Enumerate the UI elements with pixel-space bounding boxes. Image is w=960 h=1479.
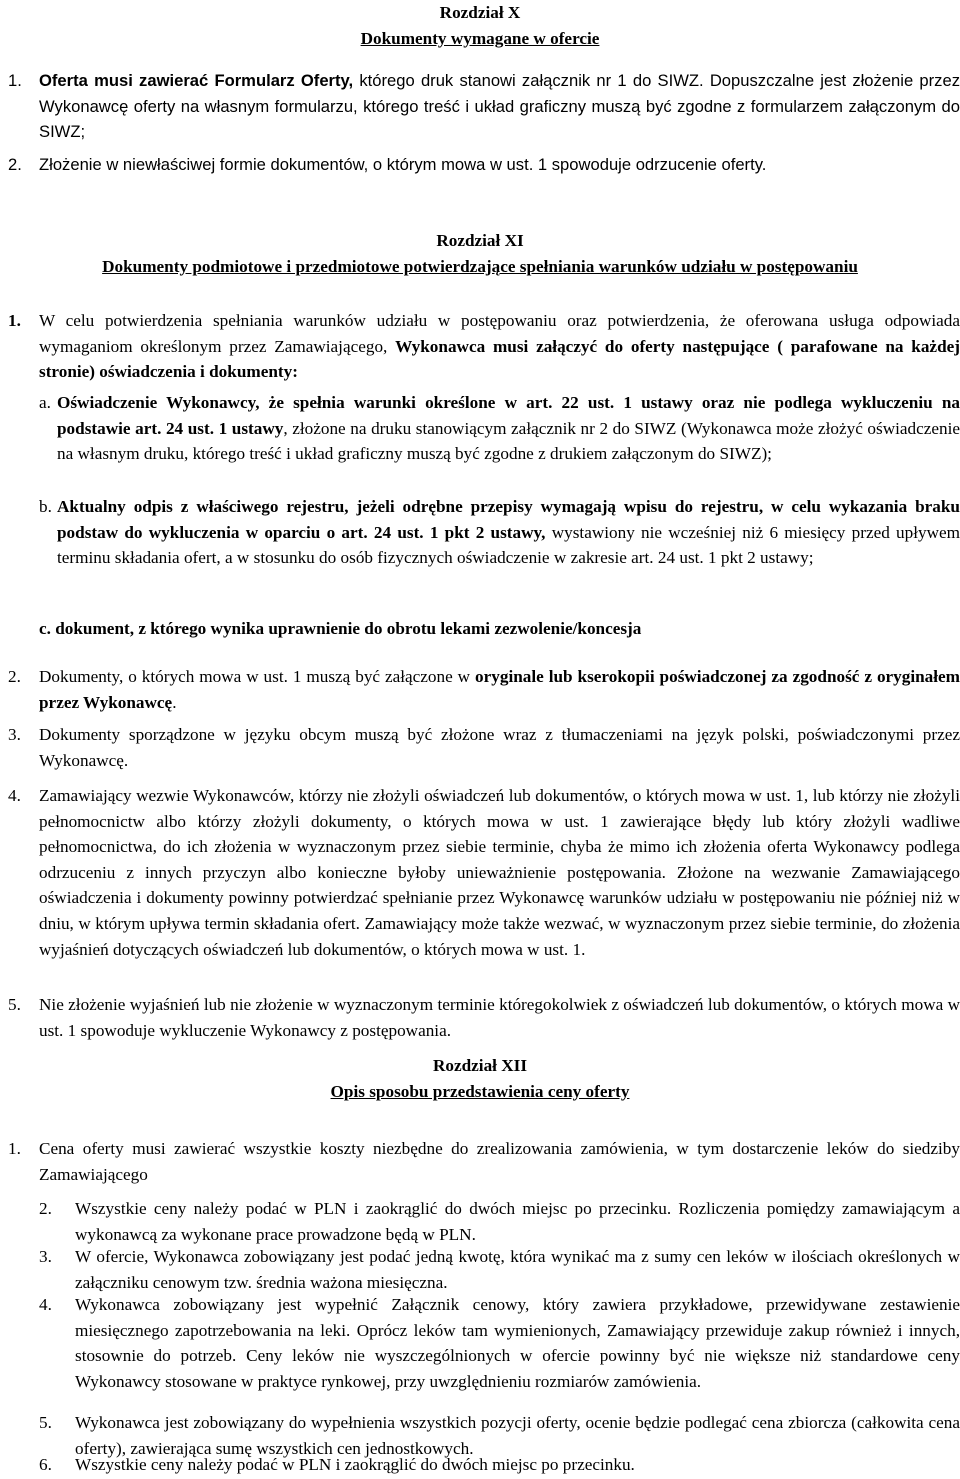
chapter-xi-item-4 bbox=[8, 783, 960, 962]
item-number: 6. bbox=[39, 1455, 52, 1474]
chapter-x-title: Dokumenty wymagane w ofercie bbox=[360, 28, 600, 48]
chapter-x-number: Rozdział X bbox=[439, 3, 521, 22]
item-text: Wykonawca jest zobowiązany do wypełnienia wszystkich pozycji oferty, ocenie będzie podlegać cena zbiorcza (całkowita cena oferty), zawierająca sumę wszystkich cen jednostkowych. bbox=[75, 1413, 960, 1458]
item-number: 3. bbox=[39, 1247, 52, 1266]
sub-item-a bbox=[39, 390, 960, 467]
chapter-xi-item-5 bbox=[8, 992, 960, 1043]
item-text: W celu potwierdzenia spełniania warunków udziału w postępowaniu oraz potwierdzenia, że oferowana usługa odpowiada wymaganiom określonym przez Zamawiającego, Wykonawca musi załączyć do oferty następujące ( parafowane na każdej stronie) oświadczenia i dokumenty: bbox=[39, 311, 960, 382]
chapter-xii-header bbox=[0, 1053, 960, 1104]
chapter-xii-title: Opis sposobu przedstawienia ceny oferty bbox=[330, 1081, 630, 1101]
sub-item-letter: b. bbox=[39, 497, 52, 516]
sub-item-letter: a. bbox=[39, 393, 51, 412]
chapter-xii-item-1 bbox=[8, 1136, 960, 1187]
sub-item-text: Oświadczenie Wykonawcy, że spełnia warunki określone w art. 22 ust. 1 ustawy oraz nie podlega wykluczeniu na podstawie art. 24 ust. 1 ustawy, złożone na druku stanowiącym załącznik nr 2 do SIWZ (Wykonawca może złożyć oświadczenie na własnym druku, którego treść i układ graficzny muszą być zgodne z drukiem załączonym do SIWZ); bbox=[57, 393, 960, 464]
sub-item-c: c. dokument, z którego wynika uprawnienie do obrotu lekami zezwolenie/koncesja bbox=[39, 619, 642, 638]
chapter-xii-item-3 bbox=[39, 1244, 960, 1295]
item-number: 2. bbox=[8, 667, 21, 686]
chapter-x-item-2 bbox=[8, 152, 960, 178]
item-text: Oferta musi zawierać Formularz Oferty, którego druk stanowi załącznik nr 1 do SIWZ. Dopuszczalne jest złożenie przez Wykonawcę oferty na własnym formularzu, którego treść i układ graficzny muszą być zgodne z formularzem załączonym do SIWZ; bbox=[39, 71, 960, 142]
chapter-xii-number: Rozdział XII bbox=[432, 1056, 528, 1075]
item-number: 5. bbox=[8, 995, 21, 1014]
item-text: Złożenie w niewłaściwej formie dokumentów, o którym mowa w ust. 1 spowoduje odrzucenie oferty. bbox=[39, 155, 767, 174]
chapter-x-item-1 bbox=[8, 68, 960, 145]
item-number: 1. bbox=[8, 1139, 21, 1158]
item-number: 4. bbox=[39, 1295, 52, 1314]
item-text: Wszystkie ceny należy podać w PLN i zaokrąglić do dwóch miejsc po przecinku. Rozliczenia pomiędzy zamawiającym a wykonawcą za wykonane prace prowadzone będą w PLN. bbox=[75, 1199, 960, 1244]
item-text: Wszystkie ceny należy podać w PLN i zaokrąglić do dwóch miejsc po przecinku. bbox=[75, 1455, 635, 1474]
item-number: 1. bbox=[8, 311, 21, 330]
item-number: 2. bbox=[39, 1199, 52, 1218]
chapter-x-header bbox=[0, 0, 960, 51]
chapter-xi-header bbox=[0, 228, 960, 279]
item-number: 5. bbox=[39, 1413, 52, 1432]
chapter-xi-number: Rozdział XI bbox=[436, 231, 524, 250]
item-text: Dokumenty sporządzone w języku obcym muszą być złożone wraz z tłumaczeniami na język polski, poświadczonymi przez Wykonawcę. bbox=[39, 725, 960, 770]
chapter-xi-item-2 bbox=[8, 664, 960, 715]
chapter-xi-title: Dokumenty podmiotowe i przedmiotowe potwierdzające spełniania warunków udziału w postępowaniu bbox=[102, 256, 858, 276]
chapter-xii-item-6 bbox=[39, 1452, 960, 1478]
chapter-xii-item-2 bbox=[39, 1196, 960, 1247]
sub-item-b bbox=[39, 494, 960, 571]
item-text: Dokumenty, o których mowa w ust. 1 muszą być załączone w oryginale lub kserokopii poświadczonej za zgodność z oryginałem przez Wykonawcę. bbox=[39, 667, 960, 712]
item-number: 3. bbox=[8, 725, 21, 744]
item-number: 4. bbox=[8, 786, 21, 805]
chapter-xi-item-3 bbox=[8, 722, 960, 773]
sub-item-text: Aktualny odpis z właściwego rejestru, jeżeli odrębne przepisy wymagają wpisu do rejestru, w celu wykazania braku podstaw do wykluczenia w oparciu o art. 24 ust. 1 pkt 2 ustawy, wystawiony nie wcześniej niż 6 miesięcy przed upływem terminu składania ofert, a w stosunku do osób fizycznych oświadczenie w zakresie art. 24 ust. 1 pkt 2 ustawy; bbox=[57, 497, 960, 568]
item-text: Zamawiający wezwie Wykonawców, którzy nie złożyli oświadczeń lub dokumentów, o których mowa w ust. 1, lub którzy nie złożyli pełnomocnictw albo którzy złożyli dokumenty, o których mowa w ust. 1 zawierające błędy lub który złożyli wadliwe pełnomocnictwa, do ich złożenia w wyznaczonym przez siebie terminie, chyba że mimo ich złożenia oferta Wykonawcy podlega odrzuceniu z innych przyczyn albo konieczne byłoby unieważnienie postępowania. Złożone na wezwanie Zamawiającego oświadczenia i dokumenty powinny potwierdzać spełnianie przez Wykonawcę warunków udziału w postępowaniu nie później niż w dniu, w którym upływa termin składania ofert. Zamawiający może także wezwać, w wyznaczonym przez siebie terminie, do złożenia wyjaśnień dotyczących oświadczeń lub dokumentów, o których mowa w ust. 1. bbox=[39, 786, 960, 959]
chapter-xi-item-1 bbox=[8, 308, 960, 385]
item-text: W ofercie, Wykonawca zobowiązany jest podać jedną kwotę, która wynikać ma z sumy cen leków w ilościach określonych w załączniku cenowym tzw. średnia ważona miesięczna. bbox=[75, 1247, 960, 1292]
chapter-xii-item-4 bbox=[39, 1292, 960, 1394]
item-text: Nie złożenie wyjaśnień lub nie złożenie w wyznaczonym terminie któregokolwiek z oświadczeń lub dokumentów, o których mowa w ust. 1 spowoduje wykluczenie Wykonawcy z postępowania. bbox=[39, 995, 960, 1040]
item-number: 2. bbox=[8, 155, 22, 174]
item-number: 1. bbox=[8, 71, 22, 90]
item-text: Wykonawca zobowiązany jest wypełnić Załącznik cenowy, który zawiera przykładowe, przewidywane zestawienie miesięcznego zapotrzebowania na leki. Oprócz leków tam wymienionych, Zamawiający przewiduje zakup również i innych, stosownie do potrzeb. Ceny leków nie wyszczególnionych w ofercie powinny być nie większe niż standardowe ceny Wykonawcy stosowane w praktyce rynkowej, przy uwzględnieniu rozmiarów zamówienia. bbox=[75, 1295, 960, 1391]
item-text: Cena oferty musi zawierać wszystkie koszty niezbędne do zrealizowania zamówienia, w tym dostarczenie leków do siedziby Zamawiającego bbox=[39, 1139, 960, 1184]
